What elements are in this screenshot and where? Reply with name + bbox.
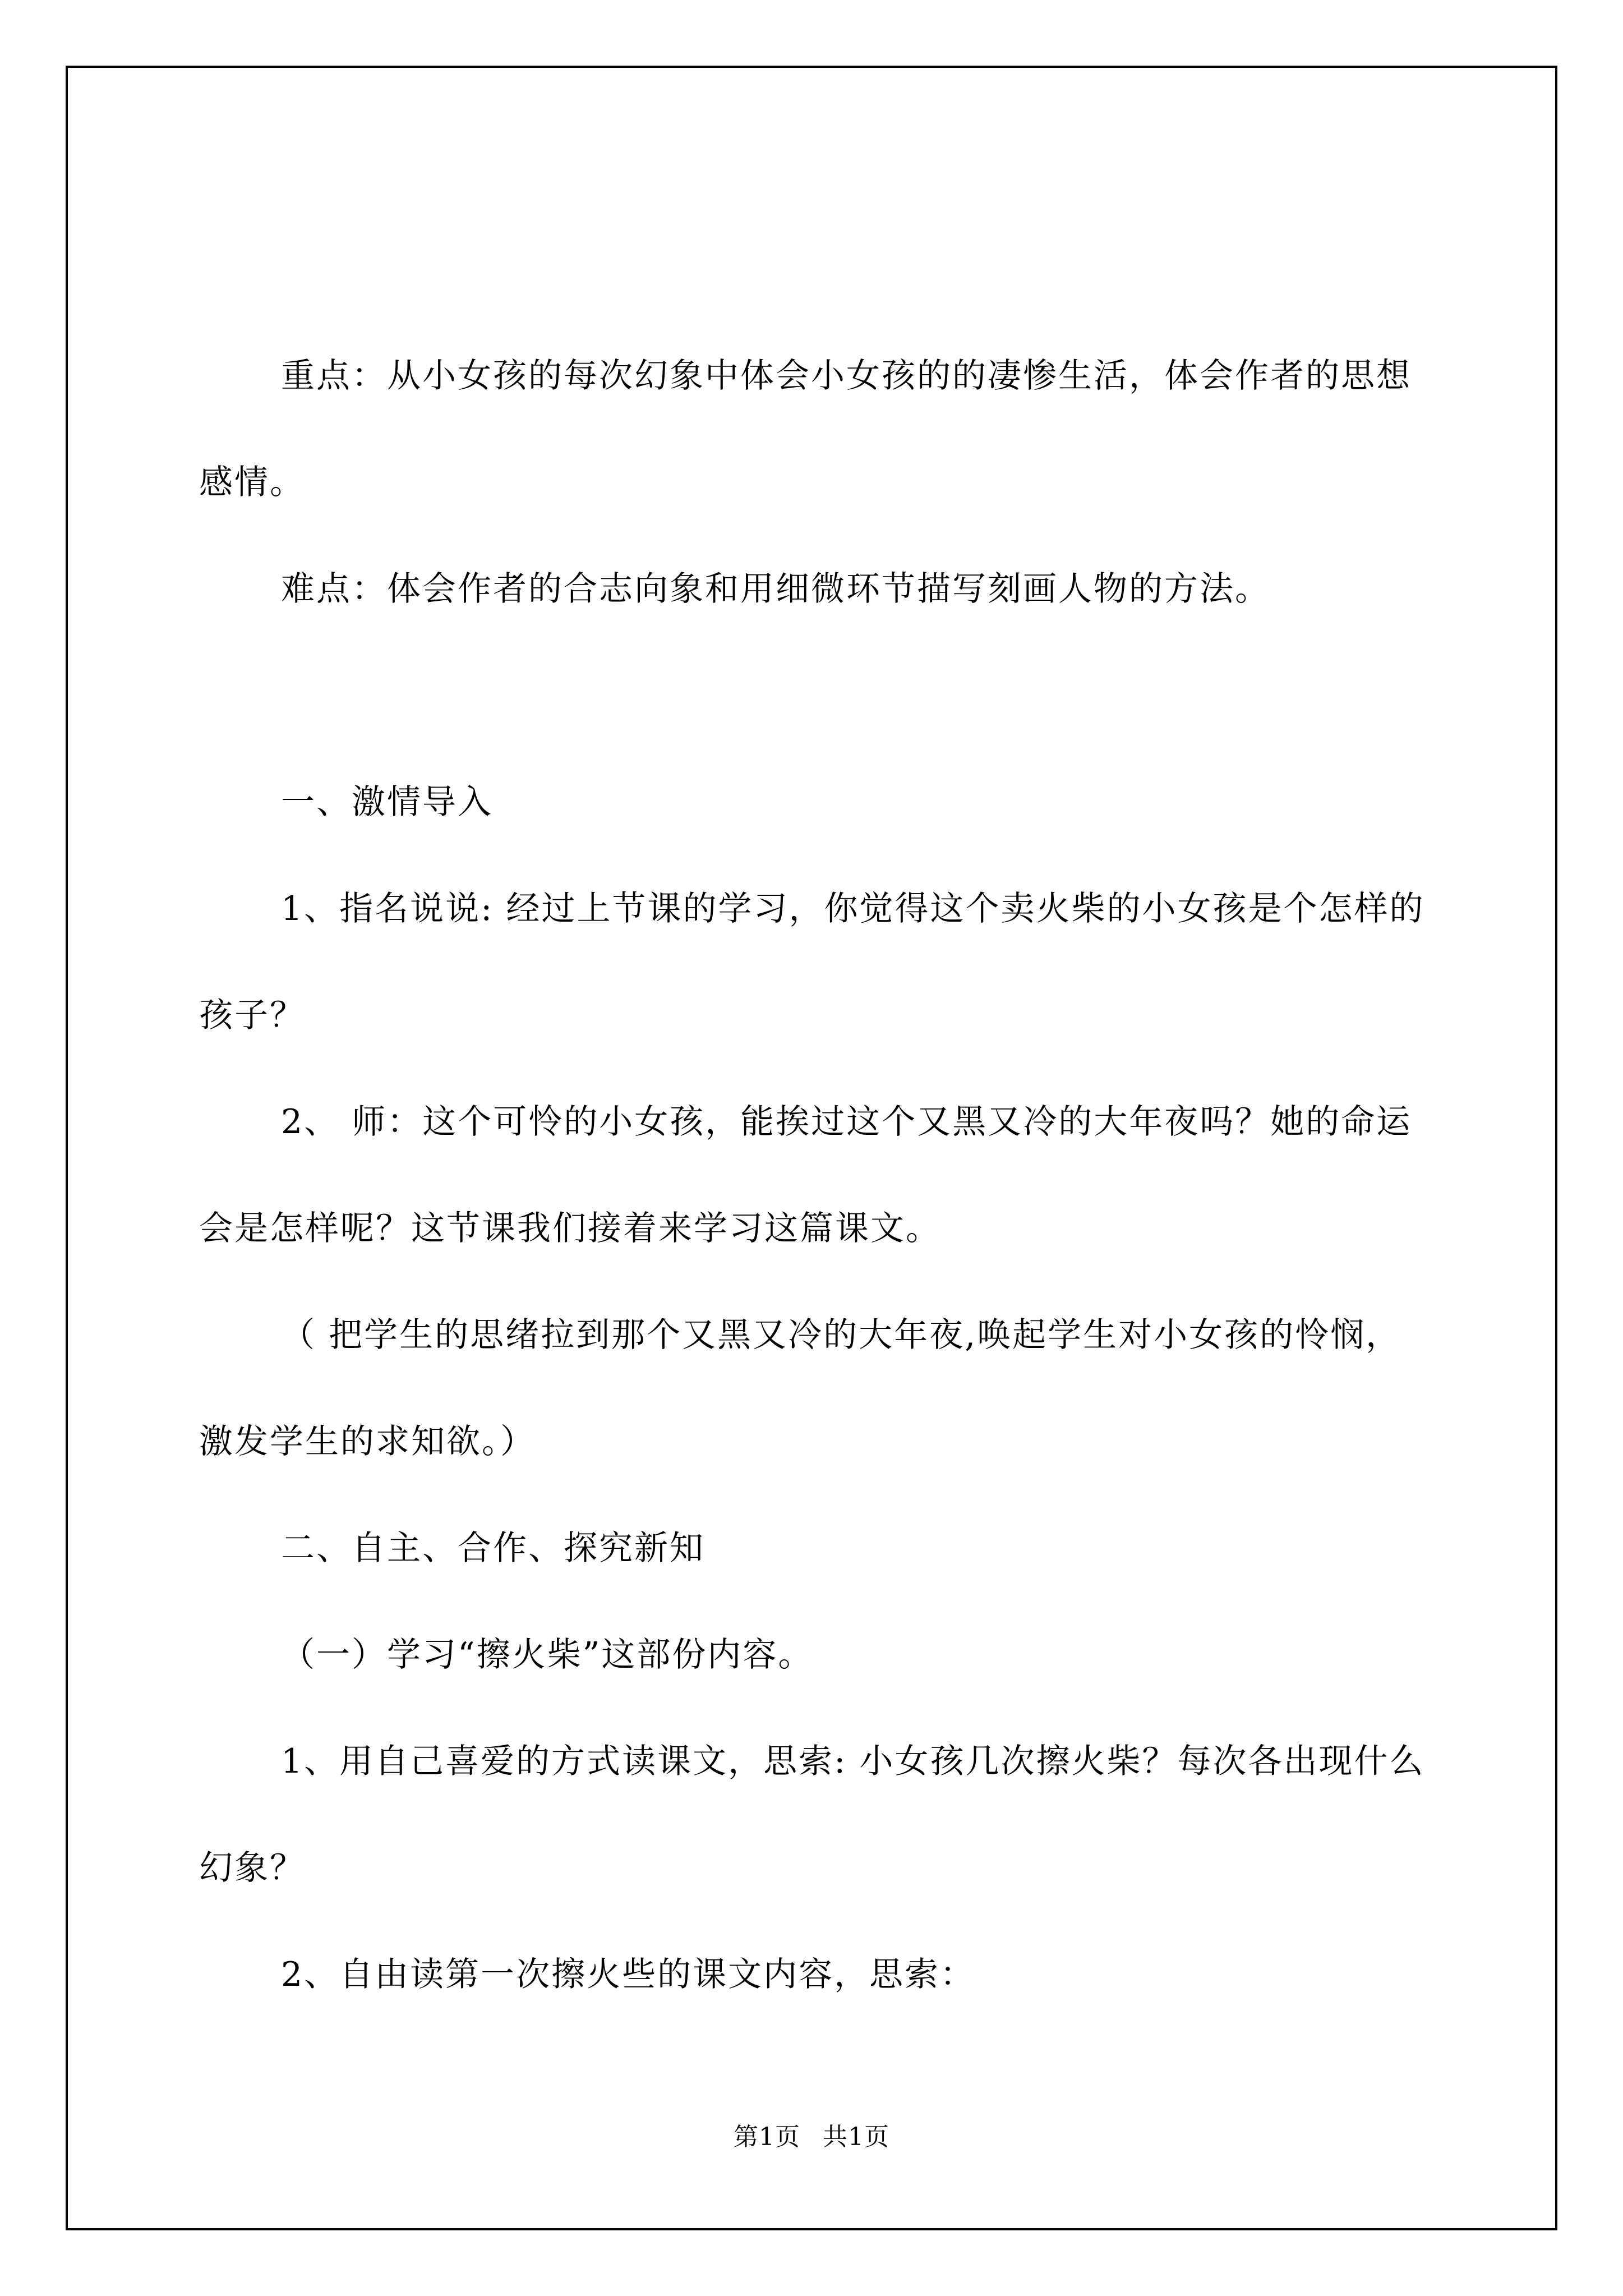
paragraph-difficult-point: 难点：体会作者的合志向象和用细微环节描写刻画人物的方法。 [281, 569, 1270, 609]
paragraph-item-2: 2、 师：这个可怜的小女孩，能挨过这个又黑又冷的大年夜吗？她的命运会是怎样呢？这节课我们接着来学习这篇课文。 [199, 1102, 1412, 1248]
heading-section-1: 一、激情导入 [281, 783, 493, 822]
document-body [199, 323, 1427, 2028]
paragraph-sub-item-1: 1、用自己喜爱的方式读课文，思索: 小女孩几次擦火柴？每次各出现什么幻象？ [199, 1742, 1425, 1888]
paragraph-item-1: 1、指名说说: 经过上节课的学习，你觉得这个卖火柴的小女孩是个怎样的孩子？ [199, 889, 1425, 1035]
heading-subsection-1: （一）学习“擦火柴”这部份内容。 [281, 1635, 814, 1674]
section-spacer [199, 642, 1427, 749]
page-total: 共1页 [823, 2123, 889, 2151]
page-number: 第1页 [734, 2123, 800, 2151]
heading-section-2: 二、自主、合作、探究新知 [281, 1529, 705, 1568]
paragraph-key-point: 重点：从小女孩的每次幻象中体会小女孩的的凄惨生活，体会作者的思想感情。 [199, 356, 1412, 502]
page-footer [0, 2120, 1623, 2154]
paragraph-sub-item-2: 2、自由读第一次擦火些的课文内容，思索： [281, 1955, 976, 1994]
paragraph-note: （ 把学生的思绪拉到那个又黑又冷的大年夜,唤起学生对小女孩的怜悯，激发学生的求知欲。） [199, 1315, 1401, 1461]
